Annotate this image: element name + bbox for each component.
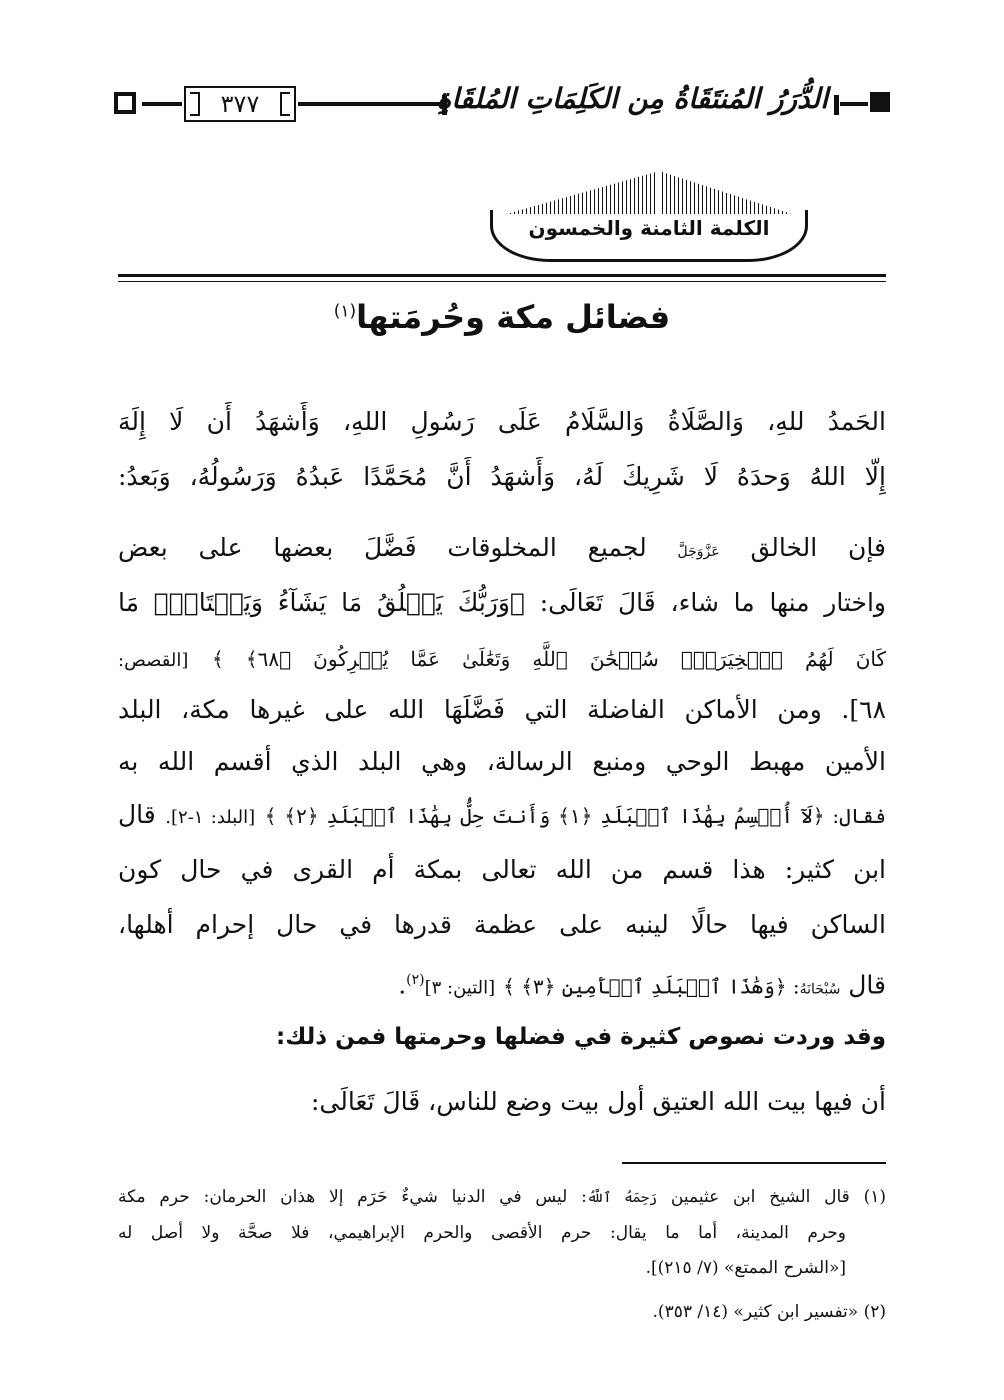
chapter-ornament xyxy=(486,172,812,266)
book-title: الدُّرَرُ المُنتَقَاةُ مِن الكَلِمَاتِ المُلقَاةِ xyxy=(436,82,828,115)
header-rule xyxy=(142,102,182,106)
footnote-line: [«الشرح الممتع» (٧/ ٢١٥)]. xyxy=(645,1258,846,1278)
text-line: إِلَّا اللهُ وَحدَهُ لَا شَرِيكَ لَهُ، وَأَشهَدُ أَنَّ مُحَمَّدًا عَبدُهُ وَرَسُولُهُ، وَبَعدُ: xyxy=(118,462,886,491)
page-number-frame xyxy=(184,86,296,122)
honorific-glyph: سُبْحَانَهُ xyxy=(799,981,841,998)
text-line: ٦٨]. ومن الأماكن الفاضلة التي فَضَّلَهَا الله على غيرها مكة، البلد xyxy=(118,695,886,724)
section-rule xyxy=(118,274,886,277)
text-span: : ليس في الدنيا شيءٌ حَرَم إلا هذان الحرمان: حرم مكة xyxy=(118,1187,587,1207)
text-line-bold: وقد وردت نصوص كثيرة في فضلها وحرمتها فمن ذلك: xyxy=(276,1024,886,1050)
quran-verse: كَانَ لَهُمُ ٱلۡخِيَرَةُۚ سُبۡحَٰنَ ٱللَّهِ وَتَعَٰلَىٰ عَمَّا يُشۡرِكُونَ ﴿٦٨﴾ ﴾ xyxy=(212,647,886,671)
hatch-decoration xyxy=(662,172,792,214)
text-line: واختار منها ما شاء، قَالَ تَعَالَى: ﴿وَرَبُّكَ يَخۡلُقُ مَا يَشَآءُ وَيَخۡتَارُۗ مَا xyxy=(118,588,886,617)
footnote-line: وحرم المدينة، أما ما يقال: حرم الأقصى والحرم الإبراهيمي، فلا صحَّة ولا أصل له xyxy=(118,1223,846,1243)
footnote-line: (٢) «تفسير ابن كثير» (١٤/ ٣٥٣). xyxy=(652,1302,886,1322)
quran-verse: فقال: ﴿لَآ أُقۡسِمُ بِهَٰذَا ٱلۡبَلَدِ ﴿١﴾ وَأَنتَ حِلُّۢ بِهَٰذَا ٱلۡبَلَدِ ﴿٢﴾ ﴾ xyxy=(264,804,886,828)
hatch-decoration xyxy=(506,172,656,214)
quran-verse: : ﴿وَهَٰذَا ٱلۡبَلَدِ ٱلۡأَمِينِ ﴿٣﴾ ﴾ xyxy=(503,974,800,999)
page-title xyxy=(300,298,704,336)
footnote-line xyxy=(118,1183,886,1212)
chapter-label: الكلمة الثامنة والخمسون xyxy=(528,216,770,240)
text-span: لجميع المخلوقات فَضَّلَ بعضها على بعض xyxy=(118,533,647,562)
text-line: الأمين مهبط الوحي ومنبع الرسالة، وهي البلد الذي أقسم الله به xyxy=(118,747,886,776)
text-span: قال xyxy=(848,970,886,1000)
text-span: . xyxy=(398,970,407,1000)
text-line xyxy=(118,795,886,838)
honorific-glyph: عَزَّوَجَلَّ xyxy=(677,544,720,560)
header-rule xyxy=(840,102,868,106)
header-rule xyxy=(298,102,446,106)
running-header xyxy=(112,82,892,126)
text-line: الحَمدُ للهِ، وَالصَّلَاةُ وَالسَّلَامُ عَلَى رَسُولِ اللهِ، وَأَشهَدُ أَن لَا إِلَهَ xyxy=(118,407,886,436)
text-span: فإن الخالق xyxy=(750,533,886,562)
text-line: الساكن فيها حالًا لينبه على عظمة قدرها في حال إحرام أهلها، xyxy=(118,910,886,939)
text-line xyxy=(118,528,886,572)
title-footnote-mark: (١) xyxy=(333,301,357,322)
section-rule-thin xyxy=(118,281,886,282)
ornament-square-outline xyxy=(114,92,136,114)
header-bar-mark xyxy=(834,95,839,115)
page-number: ٣٧٧ xyxy=(220,90,260,118)
text-line: ابن كثير: هذا قسم من الله تعالى بمكة أم القرى في حال كون xyxy=(118,855,886,884)
text-span: (١) قال الشيخ ابن عثيمين xyxy=(670,1187,886,1207)
verse-reference: [القصص: xyxy=(118,650,189,671)
honorific-glyph: رَحِمَهُ ٱللَّهُ xyxy=(586,1190,658,1206)
text-span: قال xyxy=(118,800,156,829)
footnote-mark: (٢) xyxy=(406,972,425,988)
footnote-separator xyxy=(622,1162,886,1164)
text-line xyxy=(118,960,886,1009)
text-line: أن فيها بيت الله العتيق أول بيت وضع للناس، قَالَ تَعَالَى: xyxy=(311,1087,886,1116)
page-title-text: فضائل مكة وحُرمَتها xyxy=(356,298,671,336)
text-line xyxy=(118,638,886,681)
verse-reference: [البلد: ١-٢]. xyxy=(165,807,256,828)
verse-reference: [التين: ٣] xyxy=(424,977,496,999)
ornament-square-filled xyxy=(870,92,890,112)
